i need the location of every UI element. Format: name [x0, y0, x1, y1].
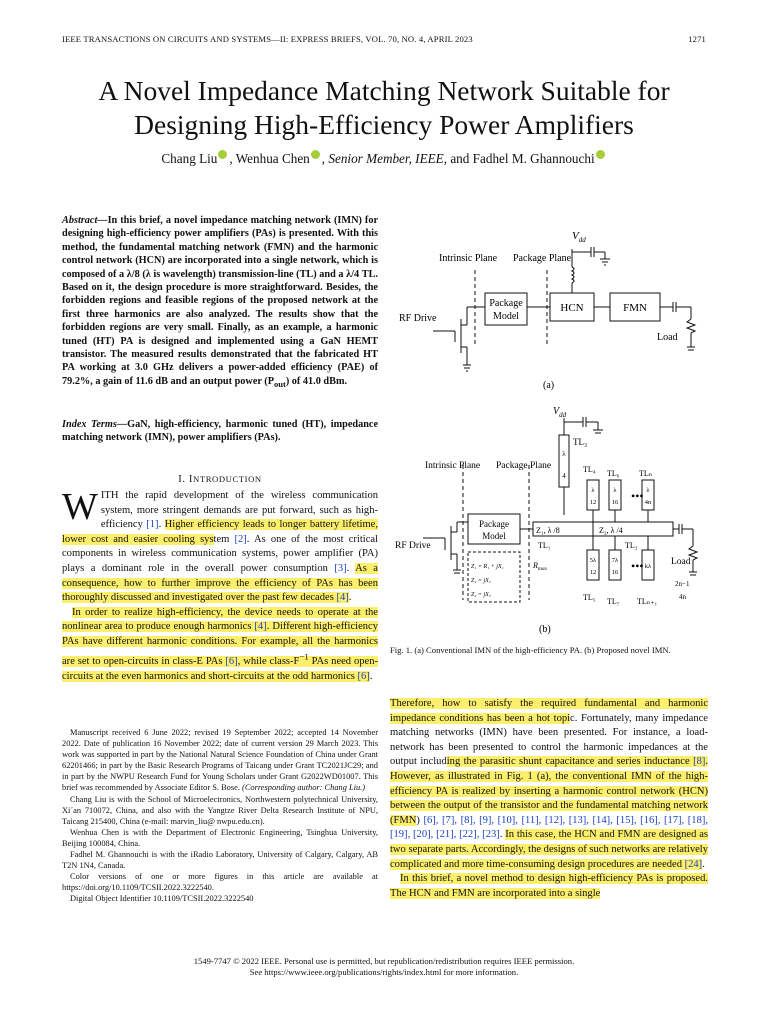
- fig-b-ellipsis: •••: [631, 559, 644, 573]
- abstract: [62, 214, 378, 391]
- fig-b-eq1: Z₁ = R₁ + jX₁: [471, 564, 504, 570]
- page-number: 1271: [688, 34, 706, 44]
- citation-links[interactable]: [6], [7], [8], [9], [10], [11], [12], [13], [14], [15], [16], [17], [18], [19], [20], [21], [22], [23]: [390, 814, 708, 841]
- citation-link[interactable]: [1]: [146, 519, 159, 531]
- fig-b-tl6: TL₆: [607, 469, 620, 478]
- highlighted-text: In this brief, a novel method to design high-efficiency PAs is proposed. The HCN and FMN are incorporated into a single: [390, 873, 708, 899]
- fig-a-package-label: Package: [489, 298, 523, 309]
- fig-b-fraction-num: 2n−1: [675, 580, 690, 588]
- fig-a-model-label: Model: [492, 311, 520, 322]
- fig-b-load: Load: [671, 557, 691, 567]
- intro-text: .: [348, 592, 352, 604]
- intro-text: .: [369, 670, 373, 682]
- fig-b-stub-label: 7λ: [611, 557, 619, 564]
- intro-text: In order to realize high-efficiency, the device needs to operate at the nonlinear area to produce enough harmonics: [62, 606, 378, 633]
- abstract-sub: out: [273, 378, 286, 389]
- intro-text: . Different high-efficiency PAs have different harmonic conditions. For example, all the harmonics are set to open-circuits in class-E PAs: [62, 621, 378, 668]
- fig-a-package-plane: Package Plane: [513, 253, 572, 264]
- index-terms-label: Index Terms—: [62, 419, 128, 430]
- fig-b-stub-label: λ: [591, 487, 595, 494]
- fig-b-package-plane: Package Plane: [496, 461, 552, 471]
- fig-b-fraction-den: 4n: [679, 593, 686, 601]
- fig-b-tl3: TL₃: [573, 437, 588, 447]
- right-paragraph-1: [390, 697, 708, 872]
- highlighted-text: [62, 607, 378, 682]
- citation-link[interactable]: [4]: [336, 592, 349, 604]
- intro-paragraph-1: [62, 486, 378, 606]
- intro-text: .: [158, 519, 165, 531]
- section-number: I.: [178, 474, 189, 485]
- right-paragraph-2: [390, 872, 708, 901]
- fig-b-tl4: TL₄: [583, 465, 596, 474]
- fig-b-package-label: Package: [479, 519, 509, 529]
- fig-b-tl3-frac-num: λ: [562, 450, 566, 458]
- section-title-rest: NTRODUCTION: [193, 474, 262, 484]
- fig-a-fmn: FMN: [623, 302, 647, 314]
- title-line-2: Designing High-Efficiency Power Amplifiers: [134, 109, 634, 140]
- fig-b-tl3-frac-den: 4: [562, 472, 566, 480]
- citation-link[interactable]: [24]: [684, 858, 703, 870]
- fig-b-stub-label: λ: [613, 487, 617, 494]
- fig-a-hcn: HCN: [560, 302, 584, 314]
- author-2[interactable]: Wenhua Chen: [235, 151, 310, 166]
- fig-a-rf-drive: RF Drive: [399, 313, 437, 324]
- intro-text: tem: [213, 533, 235, 545]
- author-2-role: Senior Member, IEEE: [328, 151, 444, 166]
- drop-cap: W: [62, 486, 98, 528]
- fig-b-tln: TLₙ: [639, 469, 653, 478]
- figure-caption: Fig. 1. (a) Conventional IMN of the high-efficiency PA. (b) Proposed novel IMN.: [390, 645, 671, 655]
- figure-1a: [395, 225, 715, 395]
- footnote-affiliation-1: Chang Liu is with the School of Microelectronics, Northwestern polytechnical University, Xi´an 710072, China, and also with the Yangtze River Delta Research Institute of NPU, Taicang 215400, China (e-mail: marvin_liu@ nwpu.edu.cn).: [62, 794, 378, 826]
- orcid-icon[interactable]: [596, 150, 605, 159]
- citation-link[interactable]: [8]: [693, 756, 706, 768]
- fig-b-stub-label: 4n: [644, 499, 652, 506]
- body-text: .: [499, 829, 506, 841]
- fig-b-tl1: TL₁: [538, 541, 551, 550]
- abstract-label: Abstract—: [62, 215, 108, 226]
- intro-text: .: [346, 562, 356, 574]
- right-column-body: [390, 697, 708, 901]
- fig-a-load: Load: [657, 332, 678, 343]
- title-line-1: A Novel Impedance Matching Network Suitable for: [98, 75, 670, 106]
- footnote-affiliation-2: Wenhua Chen is with the Department of Electronic Engineering, Tsinghua University, Beijing 100084, China.: [62, 827, 378, 848]
- fig-b-stub-label: λ: [646, 487, 650, 494]
- abstract-text: In this brief, a novel impedance matching network (IMN) for designing high-efficiency power amplifiers (PAs) is presented. With this method, the fundamental matching network (FMN) and the harmonic control network (HCN) are incorporated into a single network, which is composed of a λ/8 (λ is wavelength) transmission-line (TL) and a λ/4 TL. Based on it, the design procedure is more straightforward. Besides, the forbidden regions and feasible regions of the proposed network at the first three harmonics are also analyzed. The results show that the forbidden regions are very small. Finally, as an example, a harmonic tuned (HT) PA is designed and implemented using a GaN HEMT transistor. The measured results demonstrated that the fabricated HT PA working at 3.0 GHz delivers a power-added efficiency (PAE) of 79.2%, a gain of 11.6 dB and an output power (P: [62, 215, 378, 387]
- intro-text: ITH the rapid development of the wireless communication system, more stringent demands are put forward, such as high-efficiency: [100, 490, 378, 531]
- fig-b-z1: Z₁, λ /8: [536, 526, 560, 535]
- section-title-first: I: [188, 474, 194, 485]
- author-3[interactable]: Fadhel M. Ghannouchi: [472, 151, 595, 166]
- fig-a-vdd: $V_{dd}$: [572, 230, 586, 244]
- fig-b-vdd: $V_{dd}$: [553, 406, 567, 419]
- copyright-footer: [0, 956, 768, 978]
- footnote-affiliation-3: Fadhel M. Ghannouchi is with the iRadio Laboratory, University of Calgary, Calgary, AB T2N 1N4, Canada.: [62, 850, 378, 871]
- intro-text: , while class-F: [237, 656, 300, 668]
- fig-b-ellipsis: •••: [631, 489, 644, 503]
- footer-line-2: See https://www.ieee.org/publications/rights/index.html for more information.: [249, 967, 519, 977]
- highlighted-text: In this case, the HCN and FMN are designed as two separate parts. Accordingly, the designs of such networks are relatively complicated and more time-consuming design procedures are needed: [390, 829, 708, 870]
- fig-b-stub-label: 16: [611, 569, 619, 576]
- body-text: ): [416, 814, 424, 826]
- highlighted-text: As a consequence, how to further improve the efficiency of PAs has been thoroughly discussed and investigated over the past few decades: [62, 562, 378, 604]
- citation-link[interactable]: [2]: [234, 533, 247, 545]
- abstract-tail: ) of 41.0 dBm.: [285, 375, 348, 387]
- fig-b-model-label: Model: [482, 531, 506, 541]
- fig-b-stub-label: 16: [611, 499, 619, 506]
- fig-b-intrinsic-plane: Intrinsic Plane: [425, 461, 481, 471]
- fig-b-stub-label: kλ: [644, 563, 652, 570]
- corresponding-author: (Corresponding author: Chang Liu.): [242, 783, 366, 793]
- highlighted-text: Therefore, how to satisfy the required fundamental and harmonic impedance conditions has been a hot topi: [390, 698, 708, 724]
- intro-text: . As one of the most critical components in wireless communication systems, power amplifier (PA) plays a dominant role in the overall power consumption: [62, 533, 378, 574]
- fig-b-tl7: TL₇: [607, 597, 620, 606]
- section-heading: [62, 474, 378, 485]
- fig-a-label: (a): [543, 380, 555, 391]
- figure-1b: [393, 400, 715, 640]
- fig-b-tlm: TLₙ₊₁: [637, 597, 658, 606]
- intro-paragraph-2: [62, 606, 378, 684]
- fig-b-rmax: $R_{max}$: [533, 561, 548, 572]
- fig-b-rf-drive: RF Drive: [395, 541, 431, 551]
- highlighted-text: Higher efficiency leads to longer battery lifetime, lower cost and easier cooling sys: [62, 519, 378, 545]
- author-separator: , and: [443, 151, 473, 166]
- running-header: IEEE TRANSACTIONS ON CIRCUITS AND SYSTEMS—II: EXPRESS BRIEFS, VOL. 70, NO. 4, APRIL 2023: [62, 34, 473, 44]
- intro-text: PAs need open-circuits at the even harmonics and short-circuits at the odd harmonics: [62, 656, 378, 682]
- citation-link[interactable]: [3]: [334, 562, 347, 574]
- footer-line-1: 1549-7747 © 2022 IEEE. Personal use is permitted, but republication/redistribution requires IEEE permission.: [193, 956, 575, 966]
- author-list: Chang Liu , Wenhua Chen , Senior Member, IEEE, and Fadhel M. Ghannouchi: [0, 150, 768, 167]
- orcid-icon[interactable]: [218, 150, 227, 159]
- index-terms-text: GaN, high-efficiency, harmonic tuned (HT), impedance matching network (IMN), power amplifiers (PAs).: [62, 419, 378, 444]
- footnote-manuscript: [62, 727, 378, 794]
- footnote-color: Color versions of one or more figures in this article are available at https://doi.org/10.1109/TCSII.2022.3222540.: [62, 872, 378, 893]
- fig-b-stub-label: 5λ: [589, 557, 597, 564]
- citation-link[interactable]: [4]: [254, 621, 267, 633]
- footnote: [62, 727, 378, 905]
- orcid-icon[interactable]: [311, 150, 320, 159]
- fig-b-stub-label: 12: [589, 499, 597, 506]
- highlighted-text: ing the parasitic shunt capacitance and series inductance: [446, 756, 694, 768]
- fig-a-intrinsic-plane: Intrinsic Plane: [439, 253, 498, 264]
- paper-title: [40, 74, 728, 142]
- body-text: .: [702, 858, 705, 870]
- fig-b-z2: Z₂, λ /4: [599, 526, 623, 535]
- fig-b-stub-label: 12: [589, 569, 597, 576]
- body-text: c. Fortunately, many impedance matching networks (IMN) have been presented. For instance, a load-network has been presented to control the harmonic impedances at the output includ: [390, 712, 708, 768]
- author-1[interactable]: Chang Liu: [161, 151, 218, 166]
- citation-link[interactable]: [6]: [225, 656, 238, 668]
- superscript: −1: [299, 651, 309, 662]
- highlighted-text: . However, as illustrated in Fig. 1 (a), the conventional IMN of the high-efficiency PA is realized by inserting a harmonic control network (HCN) between the output of the transistor and the fundamental matching network (FMN: [390, 756, 709, 826]
- fig-b-eq3: Z₃ = jX₃: [471, 592, 491, 598]
- citation-link[interactable]: [6]: [357, 670, 370, 682]
- fig-b-tl2: TL₂: [625, 541, 638, 550]
- footnote-doi: Digital Object Identifier 10.1109/TCSII.2022.3222540: [70, 894, 254, 904]
- footnote-text: Manuscript received 6 June 2022; revised 19 September 2022; accepted 14 November 2022. Date of publication 16 November 2022; date of current version 29 March 2023. This work was supported in part by the National Natural Science Foundation of China under Grant 62201466; in part by the Basic Research Programs of Taicang under Grant TC2021JC29; and in part by the NWPU Research Fund for Young Scholars under Grant G2022WD01007. This brief was recommended by Associate Editor S. Bose.: [62, 728, 378, 793]
- intro-body: [62, 486, 378, 684]
- fig-b-tl5: TL₅: [583, 593, 596, 602]
- index-terms: [62, 418, 378, 445]
- fig-b-eq2: Z₂ = jX₂: [471, 578, 491, 584]
- fig-b-label: (b): [539, 624, 551, 635]
